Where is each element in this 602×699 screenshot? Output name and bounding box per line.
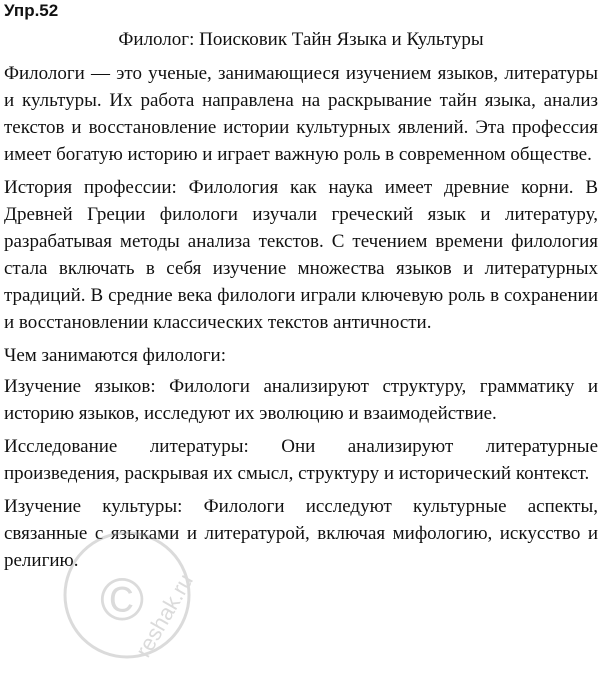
watermark-copyright-symbol: © [100, 566, 145, 633]
exercise-label: Упр.52 [4, 1, 59, 20]
document-title: Филолог: Поисковик Тайн Языка и Культуры [118, 29, 484, 50]
paragraph-languages: Изучение языков: Филологи анализируют структуру, грамматику и историю языков, исследуют их эволюцию и взаимодействие. [4, 376, 598, 424]
paragraph-literature: Исследование литературы: Они анализируют литературные произведения, раскрывая их смысл, структуру и исторический контекст. [4, 436, 598, 484]
paragraph-what-they-do: Чем занимаются филологи: [4, 345, 226, 366]
watermark-text: reshak.ru [130, 569, 198, 662]
paragraph-intro: Филологи — это ученые, занимающиеся изучением языков, литературы и культуры. Их работа направлена на раскрывание тайн языка, анализ текстов и восстановление истории культурных явлений. Эта профессия имеет богатую историю и играет важную роль в современном обществе. [4, 63, 598, 165]
paragraph-history: История профессии: Филология как наука имеет древние корни. В Древней Греции филологи изучали греческий язык и литературу, разрабатывая методы анализа текстов. С течением времени филология стала включать в себя изучение множества языков и литературных традиций. В средние века филологи играли ключевую роль в сохранении и восстановлении классических текстов античности. [4, 177, 598, 333]
paragraph-culture: Изучение культуры: Филологи исследуют культурные аспекты, связанные с языками и литературой, включая мифологию, искусство и религию. [4, 496, 598, 571]
